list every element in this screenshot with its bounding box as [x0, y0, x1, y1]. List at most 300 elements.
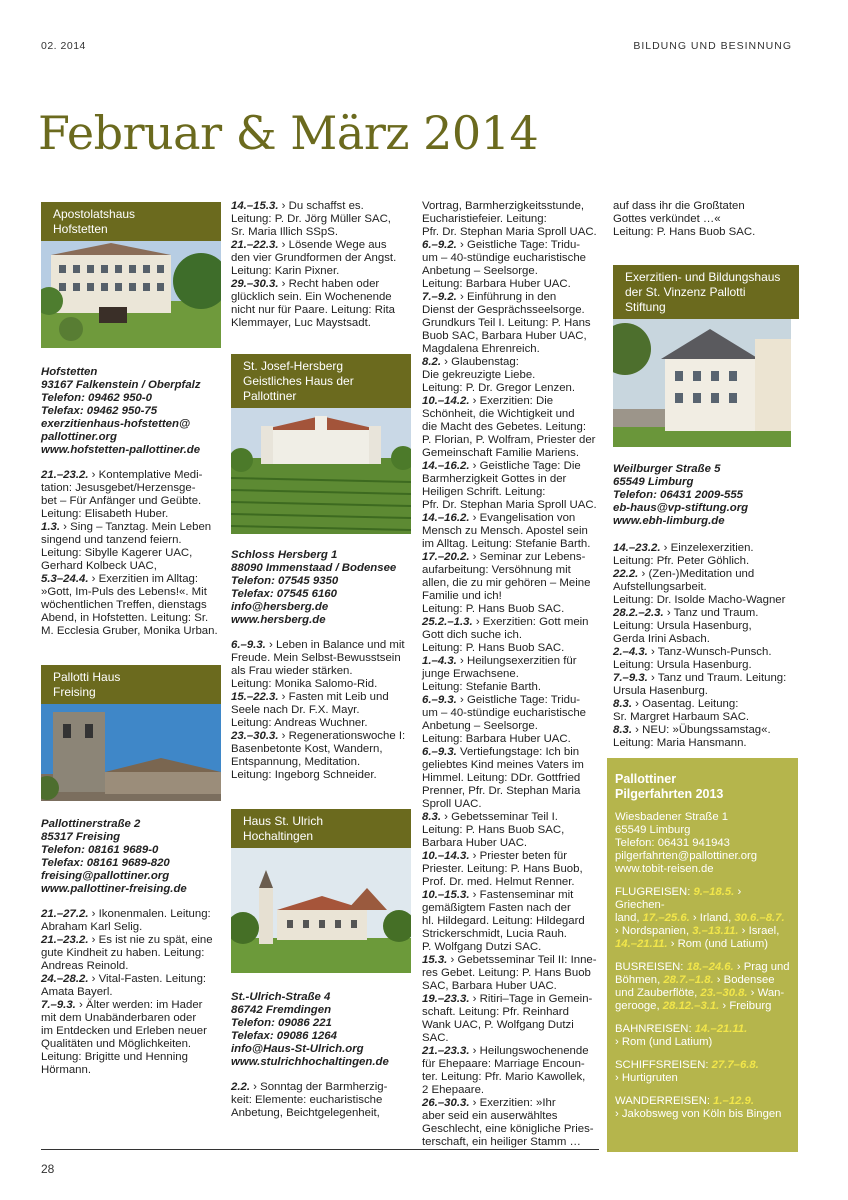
event-date: 1.–4.3.	[422, 655, 457, 667]
event-date: 29.–30.3.	[231, 278, 279, 290]
event-line	[422, 551, 602, 564]
pilgrimage-address	[615, 811, 790, 876]
event-line	[422, 655, 602, 668]
venue-header-line: Haus St. Ulrich	[243, 814, 324, 828]
venue-header-freising	[41, 665, 221, 704]
event-line	[231, 639, 411, 652]
event-date: 10.–14.3.	[422, 850, 470, 862]
event-line	[422, 993, 602, 1006]
event-line	[41, 1051, 221, 1064]
event-line	[41, 960, 221, 973]
event-text: Leitung: P. Hans Buob SAC,	[422, 824, 565, 836]
events-hochaltingen-continued	[422, 200, 602, 1149]
event-line	[422, 304, 602, 317]
address-line: eb-haus@vp-stiftung.org	[613, 502, 749, 514]
event-text: res Gebet. Leitung: P. Hans Buob	[422, 967, 591, 979]
event-text: › Exerzitien im Alltag:	[88, 573, 199, 585]
trip-date: 30.6.–8.7.	[734, 912, 785, 924]
event-text: › Heilungsexerzitien für	[456, 655, 577, 667]
event-line	[41, 973, 221, 986]
events-continued	[613, 200, 799, 239]
event-line	[41, 469, 221, 482]
event-text: die Macht des Gebetes. Leitung:	[422, 421, 587, 433]
event-text: › Kontemplative Medi-	[88, 469, 203, 481]
event-line	[422, 239, 602, 252]
address-line: www.tobit-reisen.de	[615, 863, 714, 875]
event-line	[613, 594, 799, 607]
event-text: Leitung: P. Dr. Gregor Lenzen.	[422, 382, 576, 394]
event-text: Leitung: Andreas Wuchner.	[231, 717, 368, 729]
event-line	[231, 200, 411, 213]
address-line: Telefax: 08161 9689-820	[41, 857, 170, 869]
event-line	[231, 691, 411, 704]
address-line: exerzitienhaus-hofstetten@	[41, 418, 191, 430]
address-line: Hofstetten	[41, 366, 98, 378]
event-text: Leitung: Barbara Huber UAC.	[422, 733, 571, 745]
trip-line	[615, 1108, 790, 1121]
event-line	[422, 265, 602, 278]
address-line: freising@pallottiner.org	[41, 870, 170, 882]
event-line	[422, 486, 602, 499]
event-text: mit dem Unabänderbaren oder	[41, 1012, 197, 1024]
event-date: 21.–23.2.	[41, 469, 89, 481]
event-date: 14.–15.3.	[231, 200, 279, 212]
event-line	[422, 369, 602, 382]
event-line	[422, 889, 602, 902]
event-text: Sproll UAC.	[422, 798, 482, 810]
event-line	[422, 525, 602, 538]
venue-header-line: Exerzitien- und Bildungshaus	[625, 270, 781, 284]
event-line	[422, 876, 602, 889]
event-line	[231, 252, 411, 265]
event-line	[231, 704, 411, 717]
venue-header-line: St. Josef-Hersberg	[243, 359, 344, 373]
event-line	[41, 482, 221, 495]
event-text: Barbara Huber UAC.	[422, 837, 528, 849]
column-2	[231, 200, 411, 1120]
events-continued	[231, 200, 411, 330]
event-date: 8.3.	[613, 724, 632, 736]
trip-text: › Jakobsweg von Köln bis Bingen	[615, 1108, 782, 1120]
venue-header-line: Geistliches Haus der Pallottiner	[243, 374, 354, 403]
event-line	[613, 213, 799, 226]
event-line	[422, 837, 602, 850]
event-date: 21.–23.2.	[41, 934, 89, 946]
event-line	[41, 560, 221, 573]
event-text: Leitung: Monika Salomo-Rid.	[231, 678, 378, 690]
event-line	[231, 265, 411, 278]
event-line	[41, 508, 221, 521]
event-line	[231, 756, 411, 769]
event-date: 2.–4.3.	[613, 646, 648, 658]
event-line	[613, 698, 799, 711]
trip-text: WANDERREISEN:	[615, 1095, 714, 1107]
event-text: Leitung: Pfr. Peter Göhlich.	[613, 555, 750, 567]
address-line: Telefon: 09462 950-0	[41, 392, 153, 404]
address-line: Telefon: 09086 221	[231, 1017, 332, 1029]
event-line	[422, 603, 602, 616]
event-date: 1.3.	[41, 521, 60, 533]
event-line	[422, 1084, 602, 1097]
event-text: Anbetung – Seelsorge.	[422, 720, 538, 732]
trip-date: 27.7–6.8.	[711, 1059, 759, 1071]
event-line	[231, 743, 411, 756]
trip-text: land,	[615, 912, 643, 924]
event-text: Leitung: Stefanie Barth.	[422, 681, 542, 693]
trip-date: 3.–13.11.	[692, 925, 739, 937]
event-line	[422, 720, 602, 733]
event-line	[422, 382, 602, 395]
event-date: 8.2.	[422, 356, 441, 368]
event-text: › Exerzitien: Die	[469, 395, 554, 407]
event-text: aufarbeitung: Versöhnung mit	[422, 564, 571, 576]
event-line	[613, 226, 799, 239]
trip-date: 28.12.–3.1.	[662, 1000, 720, 1012]
address-line: info@Haus-St-Ulrich.org	[231, 1043, 364, 1055]
event-line	[422, 226, 602, 239]
event-line	[422, 538, 602, 551]
event-line	[613, 711, 799, 724]
event-line	[41, 934, 221, 947]
event-line	[41, 534, 221, 547]
event-text: › Leben in Balance und mit	[265, 639, 405, 651]
event-text: Dienst der Gesprächsseelsorge.	[422, 304, 585, 316]
event-text: › Ritiri–Tage in Gemein-	[469, 993, 593, 1005]
event-line	[422, 460, 602, 473]
event-text: Freude. Mein Selbst-Bewusstsein	[231, 652, 401, 664]
photo-limburg	[613, 319, 791, 447]
event-text: ter. Leitung: Pfr. Mario Kawollek,	[422, 1071, 586, 1083]
trip-line	[615, 974, 790, 987]
event-text: Qualitäten und Möglichkeiten.	[41, 1038, 192, 1050]
event-text: Abraham Karl Selig.	[41, 921, 143, 933]
pilgrimage-box	[607, 758, 798, 1152]
event-text: allen, die zu mir gehören – Meine	[422, 577, 591, 589]
event-line	[613, 568, 799, 581]
event-text: terschaft, ein heiliger Stamm …	[422, 1136, 581, 1148]
event-text: › Es ist nie zu spät, eine	[88, 934, 213, 946]
event-line	[422, 395, 602, 408]
trip-line	[615, 1036, 790, 1049]
event-text: › Einführung in den	[456, 291, 557, 303]
photo-hofstetten	[41, 241, 221, 348]
trip-text: BAHNREISEN:	[615, 1023, 695, 1035]
event-text: Geschlecht, eine königliche Pries-	[422, 1123, 594, 1135]
trip-text: › Wan-	[747, 987, 785, 999]
trip-text: › Israel,	[738, 925, 780, 937]
address-line: Telefon: 08161 9689-0	[41, 844, 159, 856]
venue-header-hochaltingen	[231, 809, 411, 848]
event-line	[422, 1110, 602, 1123]
event-text: Heiligen Schrift. Leitung:	[422, 486, 546, 498]
event-line	[422, 1097, 602, 1110]
event-text: im Entdecken und Erleben neuer	[41, 1025, 207, 1037]
trip-text: BUSREISEN:	[615, 961, 687, 973]
event-text: › NEU: »Übungssamstag«.	[632, 724, 771, 736]
trip-date: 18.–24.6.	[686, 961, 734, 973]
column-1	[41, 200, 221, 1077]
event-text: › Gebetsseminar Teil II: Inne-	[447, 954, 597, 966]
trip-line	[615, 1072, 790, 1085]
address-line: Telefax: 09086 1264	[231, 1030, 337, 1042]
event-date: 15.3.	[422, 954, 448, 966]
address-line: 65549 Limburg	[615, 824, 691, 836]
event-text: Mensch zu Mensch. Apostel sein	[422, 525, 588, 537]
event-text: › Lösende Wege aus	[278, 239, 387, 251]
event-line	[41, 495, 221, 508]
trip-text: › Rom (und Latium)	[667, 938, 769, 950]
event-text: › Geistliche Tage: Tridu-	[456, 694, 581, 706]
event-date: 28.2.–2.3.	[613, 607, 664, 619]
pilgrimage-title	[615, 772, 790, 801]
event-text: › Fastenseminar mit	[469, 889, 574, 901]
event-text: Leitung: Ursula Hasenburg,	[613, 620, 752, 632]
address-line: pilgerfahrten@pallottiner.org	[615, 850, 758, 862]
trip-date: 28.7.–1.8.	[663, 974, 714, 986]
event-text: Die gekreuzigte Liebe.	[422, 369, 536, 381]
event-line	[422, 590, 602, 603]
event-text: Abend, in Hofstetten. Leitung: Sr.	[41, 612, 209, 624]
event-date: 8.3.	[613, 698, 632, 710]
event-date: 25.2.–1.3.	[422, 616, 473, 628]
event-line	[613, 620, 799, 633]
trip-text: › Prag und	[733, 961, 790, 973]
event-text: › Oasentag. Leitung:	[632, 698, 739, 710]
event-text: › Recht haben oder	[278, 278, 380, 290]
venue-header-hersberg	[231, 354, 411, 408]
trip-text: › Freiburg	[719, 1000, 772, 1012]
trip-date: 17.–25.6.	[642, 912, 690, 924]
event-text: geliebtes Kind meines Vaters im	[422, 759, 584, 771]
trip-line	[615, 1059, 790, 1072]
trip-date: 14.–21.11.	[615, 938, 668, 950]
event-line	[231, 717, 411, 730]
event-text: Seele nach Dr. F.X. Mayr.	[231, 704, 360, 716]
event-line	[41, 586, 221, 599]
address-line: Schloss Hersberg 1	[231, 549, 338, 561]
event-text: P. Wolfgang Dutzi SAC.	[422, 941, 542, 953]
event-text: › Sonntag der Barmherzig-	[250, 1081, 388, 1093]
event-line	[231, 769, 411, 782]
trip-category	[615, 961, 790, 1013]
event-line	[422, 941, 602, 954]
event-line	[422, 616, 602, 629]
event-text: um – 40-stündige eucharistische	[422, 707, 586, 719]
event-date: 23.–30.3.	[231, 730, 279, 742]
event-text: für Ehepaare: Marriage Encoun-	[422, 1058, 585, 1070]
venue-header-line: Hofstetten	[53, 222, 108, 236]
event-line	[422, 954, 602, 967]
event-line	[41, 908, 221, 921]
event-text: Prenner, Pfr. Dr. Stephan Maria	[422, 785, 581, 797]
event-text: Entspannung, Meditation.	[231, 756, 361, 768]
trip-text: › Nordspanien,	[615, 925, 693, 937]
event-text: Basenbetonte Kost, Wandern,	[231, 743, 383, 755]
event-line	[422, 1071, 602, 1084]
event-date: 5.3–24.4.	[41, 573, 89, 585]
address-line: Wiesbadener Straße 1	[615, 811, 729, 823]
address-freising	[41, 818, 221, 896]
events-hofstetten	[41, 469, 221, 638]
event-line	[231, 226, 411, 239]
event-text: Schönheit, die Wichtigkeit und	[422, 408, 575, 420]
event-line	[231, 291, 411, 304]
event-text: als Frau wieder stärken.	[231, 665, 353, 677]
event-line	[231, 678, 411, 691]
event-line	[422, 811, 602, 824]
event-line	[41, 521, 221, 534]
event-line	[422, 785, 602, 798]
events-hersberg	[231, 639, 411, 782]
event-line	[422, 1123, 602, 1136]
events-limburg	[613, 542, 799, 750]
trip-text: SCHIFFSREISEN:	[615, 1059, 712, 1071]
events-hochaltingen	[231, 1081, 411, 1120]
event-text: › Fasten mit Leib und	[278, 691, 389, 703]
event-text: Klemmayer, Luc Maystsadt.	[231, 317, 371, 329]
event-line	[613, 672, 799, 685]
event-text: Gott dich suche ich.	[422, 629, 523, 641]
trip-date: 9.–18.5.	[693, 886, 735, 898]
event-text: › Tanz-Wunsch-Punsch.	[647, 646, 772, 658]
event-line	[41, 547, 221, 560]
event-text: Prof. Dr. med. Helmut Renner.	[422, 876, 575, 888]
event-text: im Alltag. Leitung: Stefanie Barth.	[422, 538, 591, 550]
event-line	[613, 646, 799, 659]
event-text: › Exerzitien: »Ihr	[469, 1097, 556, 1109]
event-date: 6.–9.2.	[422, 239, 457, 251]
pilgrimage-title-line: Pilgerfahrten 2013	[615, 786, 724, 801]
event-text: Leitung: Brigitte und Henning	[41, 1051, 188, 1063]
venue-header-line: Pallotti Haus	[53, 670, 121, 684]
event-line	[422, 902, 602, 915]
event-date: 10.–14.2.	[422, 395, 470, 407]
event-text: Leitung: Barbara Huber UAC.	[422, 278, 571, 290]
event-line	[422, 824, 602, 837]
page-number: 28	[41, 1162, 55, 1176]
section-title: BILDUNG UND BESINNUNG	[633, 40, 792, 52]
event-text: › Geistliche Tage: Tridu-	[456, 239, 581, 251]
address-hofstetten	[41, 366, 221, 457]
event-date: 7.–9.3.	[613, 672, 648, 684]
venue-header-line: Apostolatshaus	[53, 207, 136, 221]
page-title: Februar & März 2014	[38, 106, 539, 160]
address-line: 65549 Limburg	[613, 476, 694, 488]
event-line	[41, 1038, 221, 1051]
event-line	[613, 659, 799, 672]
event-text: Anbetung, Beichtgelegenheit,	[231, 1107, 380, 1119]
event-text: Gerhard Kolbeck UAC,	[41, 560, 157, 572]
event-text: Himmel. Leitung: DDr. Gottfried	[422, 772, 581, 784]
event-line	[422, 447, 602, 460]
event-line	[231, 665, 411, 678]
event-line	[422, 980, 602, 993]
column-4	[613, 200, 799, 750]
event-date: 10.–15.3.	[422, 889, 470, 901]
trip-text: › Griechen-	[615, 886, 742, 911]
address-line: pallottiner.org	[41, 431, 117, 443]
event-line	[613, 555, 799, 568]
event-text: Sr. Margret Harbaum SAC.	[613, 711, 750, 723]
trip-category	[615, 1059, 790, 1085]
trip-line	[615, 1000, 790, 1013]
event-text: Magdalena Ehrenreich.	[422, 343, 540, 355]
event-text: Leitung: P. Hans Buob SAC.	[422, 642, 565, 654]
event-text: Leitung: Sibylle Kagerer UAC,	[41, 547, 193, 559]
event-text: aber seid ein auserwähltes	[422, 1110, 558, 1122]
event-date: 17.–20.2.	[422, 551, 470, 563]
venue-header-hofstetten	[41, 202, 221, 241]
event-line	[41, 625, 221, 638]
event-text: › Ikonenmalen. Leitung:	[88, 908, 211, 920]
trip-category	[615, 1095, 790, 1121]
address-line: www.stulrichhochaltingen.de	[231, 1056, 389, 1068]
venue-header-limburg	[613, 265, 799, 319]
event-line	[422, 967, 602, 980]
event-text: Leitung: Karin Pixner.	[231, 265, 340, 277]
event-text: › Glaubenstag:	[441, 356, 519, 368]
trip-text: › Bodensee	[713, 974, 775, 986]
trip-line	[615, 912, 790, 925]
address-line: www.pallottiner-freising.de	[41, 883, 187, 895]
event-text: › Vital-Fasten. Leitung:	[88, 973, 207, 985]
event-text: Andreas Reinold.	[41, 960, 129, 972]
event-text: › Sing – Tanztag. Mein Leben	[60, 521, 212, 533]
address-line: www.ebh-limburg.de	[613, 515, 725, 527]
event-line	[422, 1019, 602, 1045]
address-line: info@hersberg.de	[231, 601, 329, 613]
events-freising	[41, 908, 221, 1077]
event-text: 2 Ehepaare.	[422, 1084, 485, 1096]
event-line	[422, 733, 602, 746]
event-line	[422, 746, 602, 759]
event-line	[422, 408, 602, 421]
event-line	[422, 1045, 602, 1058]
event-text: Strickerschmidt, Lucia Rauh.	[422, 928, 567, 940]
trip-text: › Rom (und Latium)	[615, 1036, 713, 1048]
event-text: Leitung: Elisabeth Huber.	[41, 508, 169, 520]
event-line	[422, 772, 602, 785]
event-line	[231, 652, 411, 665]
event-text: »Gott, Im-Puls des Lebens!«. Mit	[41, 586, 207, 598]
event-line	[422, 1006, 602, 1019]
event-text: › Älter werden: im Hader	[75, 999, 203, 1011]
address-line: 93167 Falkenstein / Oberpfalz	[41, 379, 201, 391]
event-date: 15.–22.3.	[231, 691, 279, 703]
trip-date: 1.–12.9.	[713, 1095, 754, 1107]
address-line: 88090 Immenstaad / Bodensee	[231, 562, 397, 574]
event-line	[613, 542, 799, 555]
pilgrimage-title-line: Pallottiner	[615, 772, 677, 786]
event-text: › Tanz und Traum.	[663, 607, 759, 619]
event-line	[422, 577, 602, 590]
event-line	[613, 200, 799, 213]
trip-line	[615, 1023, 790, 1036]
event-line	[422, 343, 602, 356]
event-line	[422, 252, 602, 265]
address-line: Weilburger Straße 5	[613, 463, 721, 475]
event-date: 6.–9.3.	[422, 746, 457, 758]
event-date: 7.–9.2.	[422, 291, 457, 303]
event-line	[422, 213, 602, 226]
address-line: St.-Ulrich-Straße 4	[231, 991, 331, 1003]
event-text: SAC, Barbara Huber UAC.	[422, 980, 557, 992]
event-line	[41, 947, 221, 960]
event-text: Hörmann.	[41, 1064, 92, 1076]
event-text: Wank UAC, P. Wolfgang Dutzi SAC.	[422, 1019, 574, 1044]
event-text: um – 40-stündige eucharistische	[422, 252, 586, 264]
event-text: singend und tanzend feiern.	[41, 534, 182, 546]
